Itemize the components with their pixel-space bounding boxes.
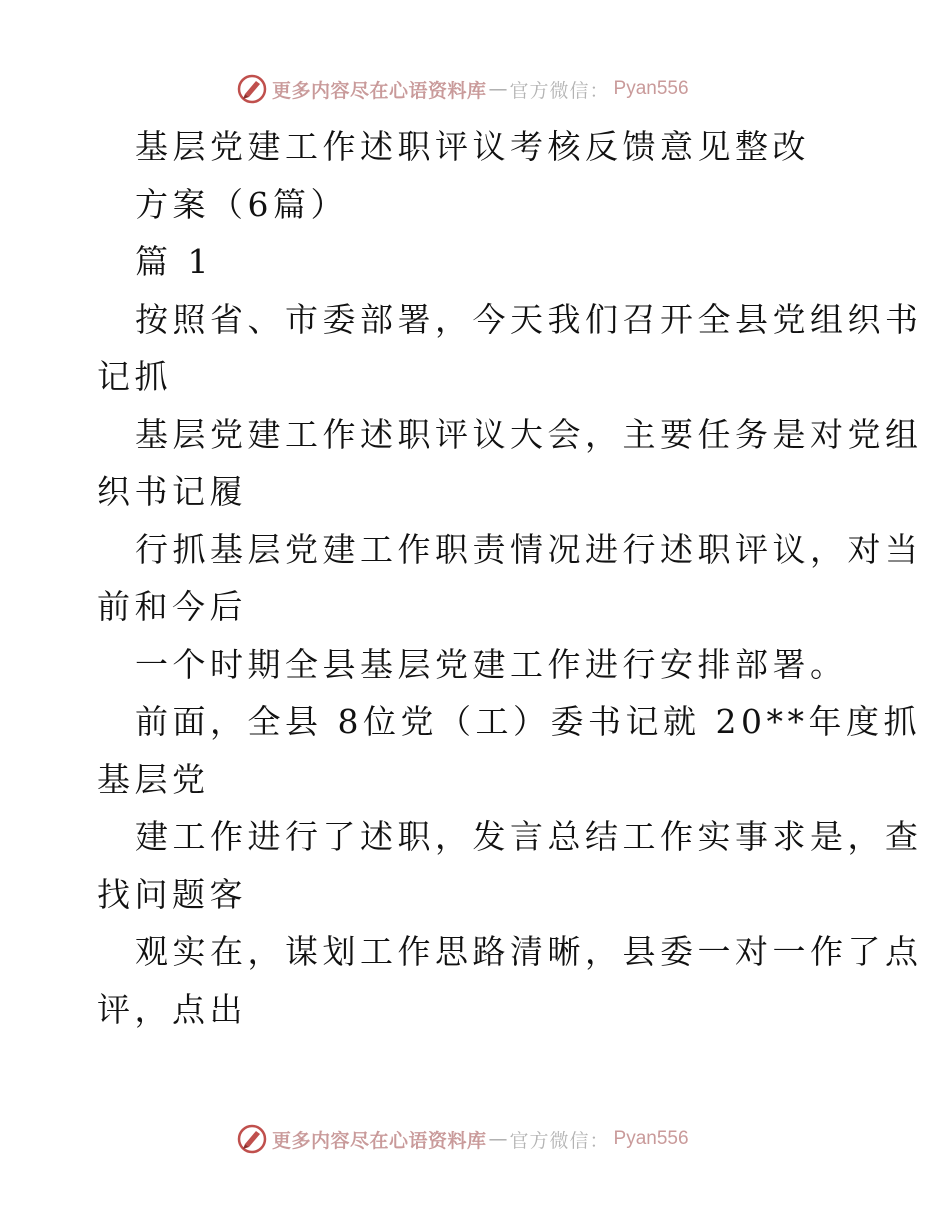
document-text-line: 前面，全县 8位党（工）委书记就 20**年度抓 (135, 702, 921, 741)
banner-text: 更多内容尽在心语资料库 (272, 1129, 487, 1152)
document-text-line: 评，点出 (97, 989, 247, 1029)
footer-banner (236, 1122, 689, 1156)
document-text-line: 记抓 (97, 357, 172, 396)
banner-dash: — (488, 1128, 508, 1150)
document-text-line: 前和今后 (97, 587, 247, 626)
document-text-line: 找问题客 (97, 874, 247, 914)
banner-wechat-label: 官方微信： (509, 1129, 610, 1152)
document-text-line: 观实在，谋划工作思路清晰，县委一对一作了点 (135, 932, 923, 971)
document-text-line: 按照省、市委部署，今天我们召开全县党组织书 (135, 299, 923, 339)
document-text-line: 篇 1 (135, 242, 213, 281)
logo-icon (236, 1123, 268, 1155)
document-text-line: 行抓基层党建工作职责情况进行述职评议，对当 (135, 529, 923, 569)
document-text-line: 建工作进行了述职，发言总结工作实事求是，查 (135, 817, 923, 856)
document-text-line: 基层党建工作述职评议大会，主要任务是对党组 (135, 414, 923, 454)
document-text-line: 基层党 (97, 759, 210, 799)
header-banner (236, 72, 689, 106)
document-text-line: 一个时期全县基层党建工作进行安排部署。 (135, 644, 848, 684)
document-title-line: 方案（6篇） (135, 184, 348, 224)
banner-wechat-id: Pyan556 (613, 78, 689, 99)
banner-wechat-label: 官方微信： (509, 79, 610, 102)
banner-wechat-id: Pyan556 (613, 1128, 689, 1149)
document-body (97, 118, 923, 1038)
document-text-line: 织书记履 (97, 472, 247, 511)
banner-dash: — (488, 78, 508, 100)
document-title-line: 基层党建工作述职评议考核反馈意见整改 (135, 127, 810, 166)
logo-icon (236, 73, 268, 105)
banner-text: 更多内容尽在心语资料库 (272, 79, 487, 102)
